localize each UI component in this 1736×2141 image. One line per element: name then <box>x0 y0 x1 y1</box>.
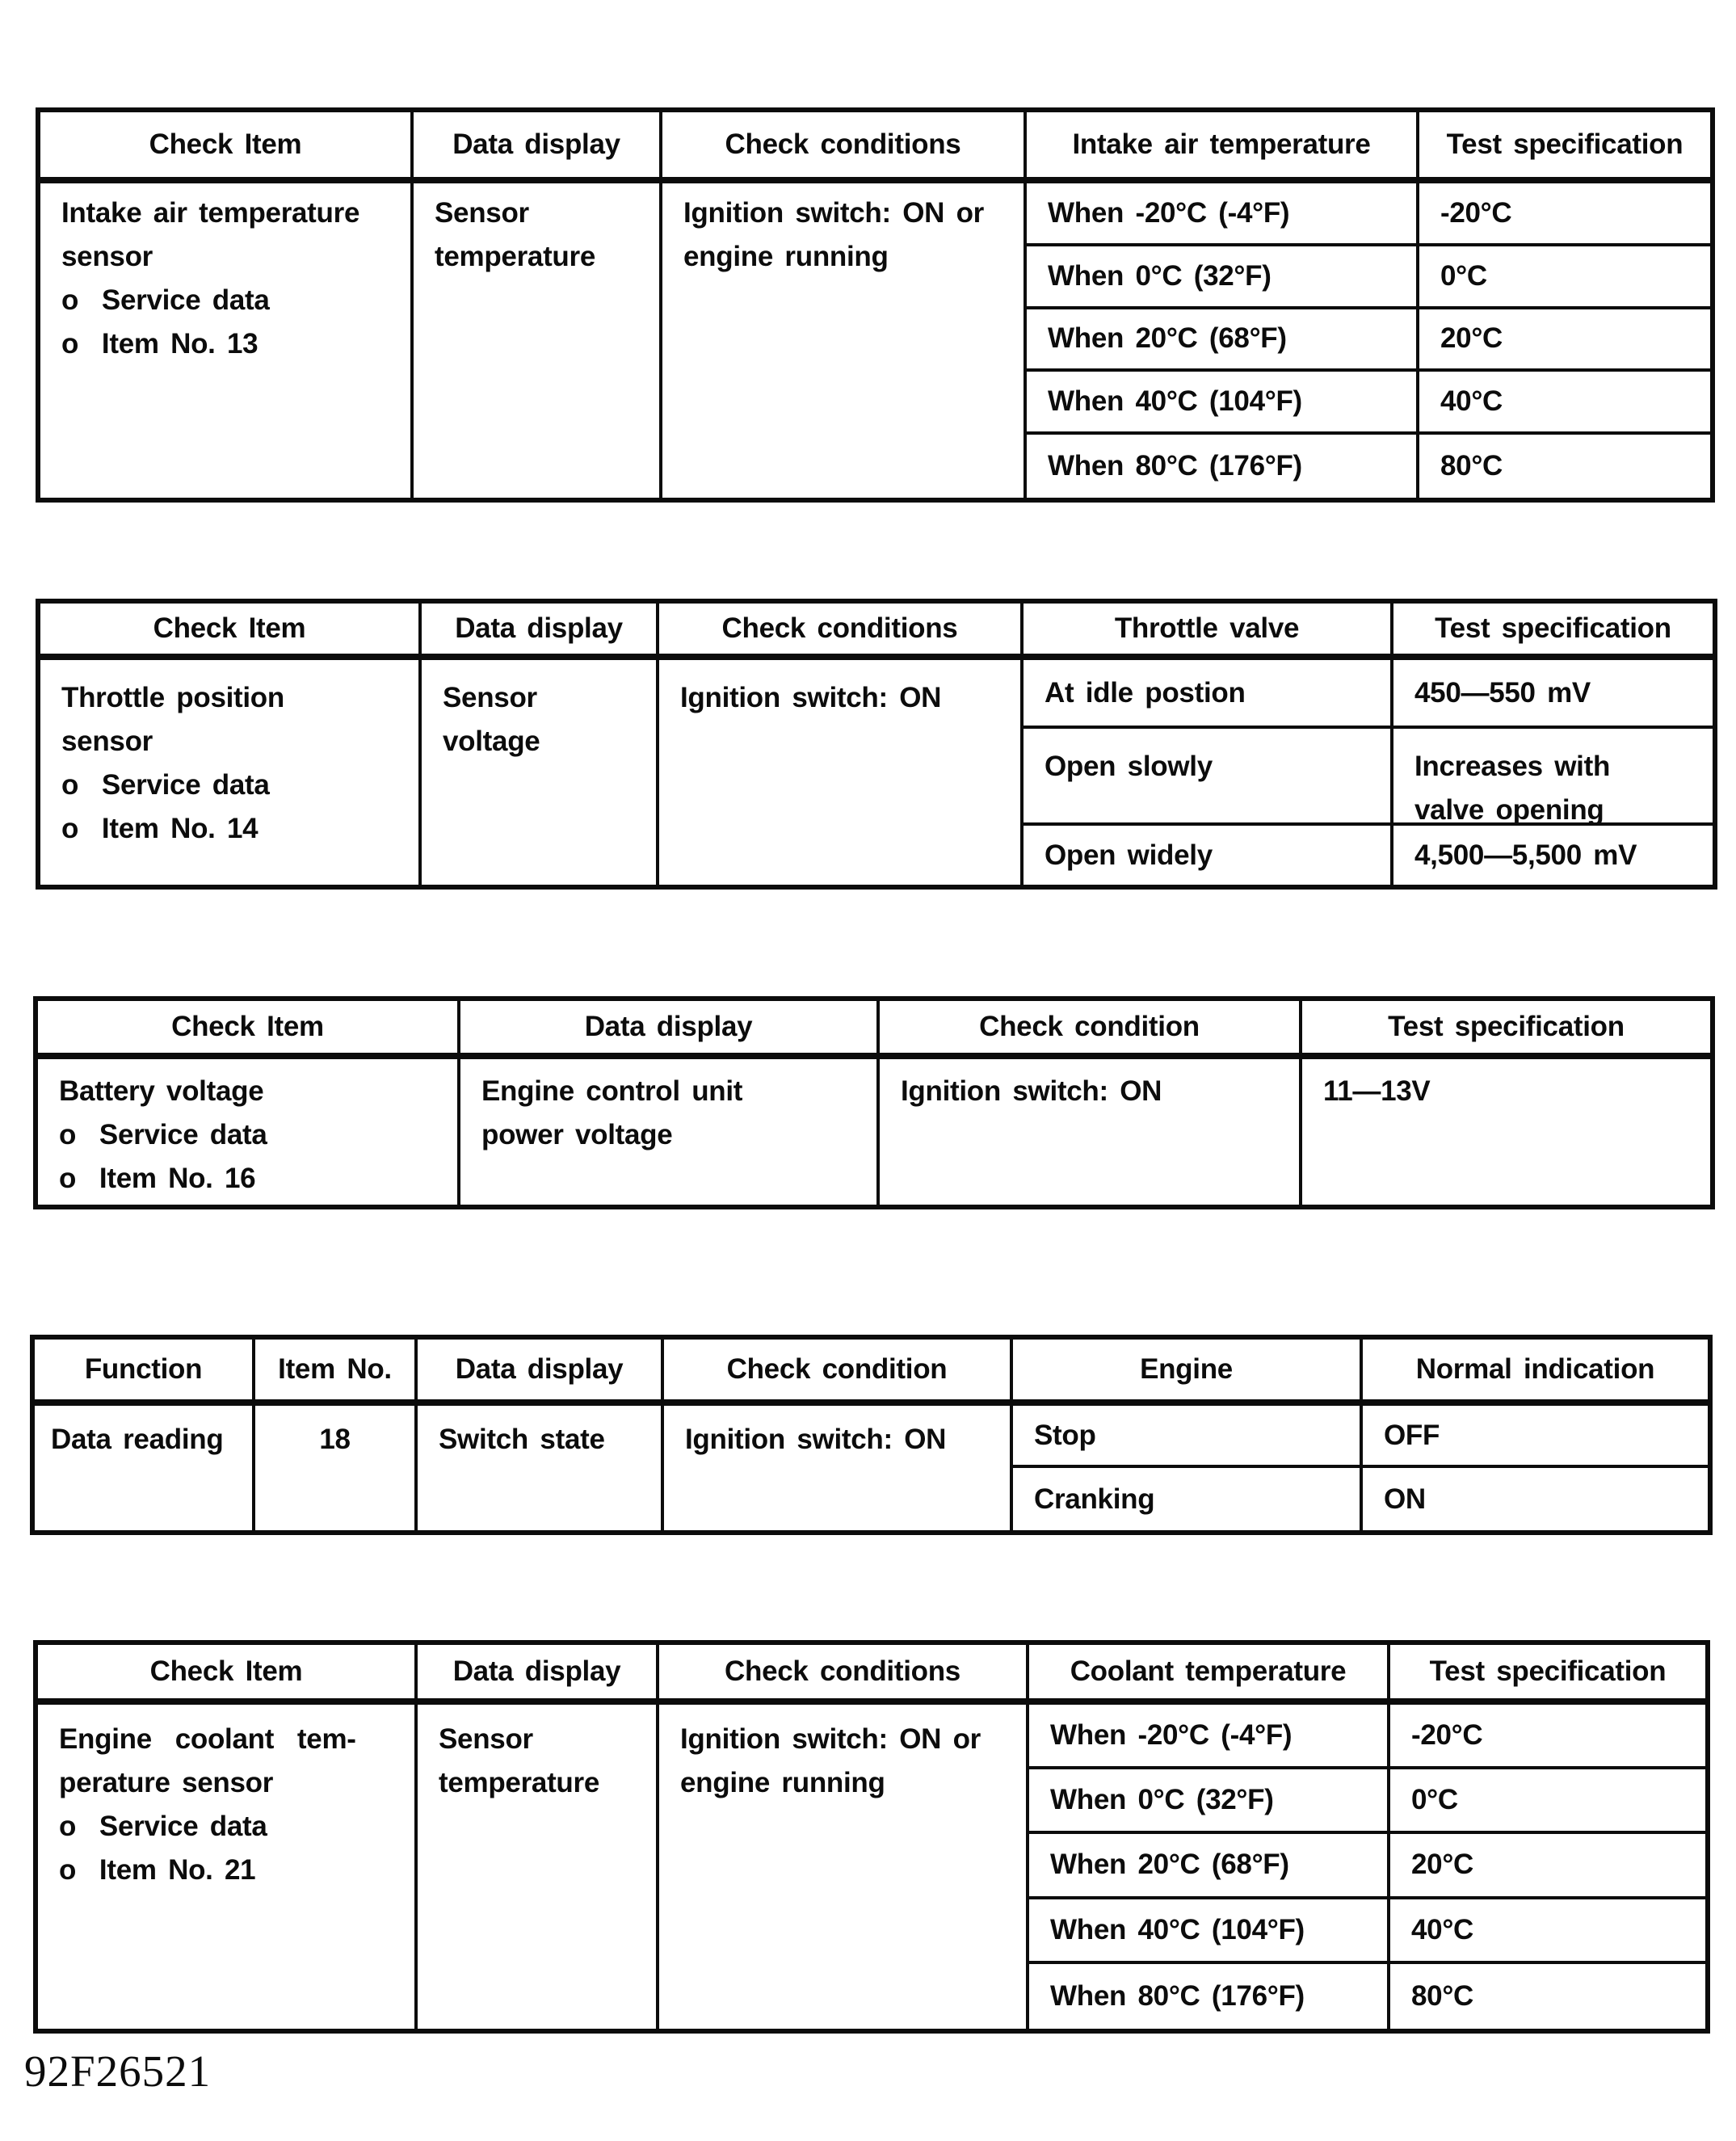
column-header-check-item: Check Item <box>40 112 414 183</box>
condition-cell: When 0°C (32°F) <box>1027 246 1419 309</box>
check-item-cell: Intake air temperature sensor o Service data o Item No. 13 <box>40 183 414 498</box>
column-header-test-specification: Test specification <box>1393 604 1713 660</box>
engine-cell: Cranking <box>1013 1468 1363 1530</box>
spec-cell: 40°C <box>1419 372 1710 435</box>
column-header-data-display: Data display <box>460 1001 880 1059</box>
battery-voltage-table <box>33 996 1715 1209</box>
spec-cell: 20°C <box>1390 1834 1705 1899</box>
condition-cell: Open slowly <box>1024 729 1393 826</box>
data-display-cell: Sensor temperature <box>418 1705 659 2029</box>
column-header-function: Function <box>35 1340 255 1406</box>
spec-cell: Increases with valve opening <box>1393 729 1713 826</box>
spec-cell: 20°C <box>1419 309 1710 372</box>
column-header-normal-indication: Normal indication <box>1363 1340 1708 1406</box>
check-conditions-cell: Ignition switch: ON <box>659 660 1024 885</box>
data-display-cell: Sensor voltage <box>422 660 659 885</box>
spec-cell: 80°C <box>1440 450 1503 482</box>
condition-cell: At idle postion <box>1024 660 1393 729</box>
column-header-throttle-valve: Throttle valve <box>1024 604 1393 660</box>
column-header-check-condition: Check condition <box>664 1340 1013 1406</box>
engine-cell: Stop <box>1013 1406 1363 1468</box>
column-header-check-conditions: Check conditions <box>659 604 1024 660</box>
column-header-test-specification: Test specification <box>1390 1645 1705 1705</box>
condition-cell: When 20°C (68°F) <box>1027 309 1419 372</box>
check-item-cell: Throttle position sensor o Service data o Item No. 14 <box>40 660 422 885</box>
figure-reference-code: 92F26521 <box>24 2046 212 2096</box>
condition-cell: When 20°C (68°F) <box>1029 1834 1390 1899</box>
check-conditions-cell: Ignition switch: ON or engine running <box>662 183 1027 498</box>
condition-cell: When 40°C (104°F) <box>1029 1899 1390 1964</box>
column-header-intake-air-temperature: Intake air temperature <box>1027 112 1419 183</box>
intake-air-temp-sensor-table <box>36 107 1715 503</box>
condition-cell: Open widely <box>1024 826 1393 885</box>
item-no-cell: 18 <box>255 1406 418 1530</box>
check-condition-cell: Ignition switch: ON <box>880 1059 1302 1205</box>
column-header-item-no: Item No. <box>255 1340 418 1406</box>
data-display-cell: Sensor temperature <box>414 183 662 498</box>
spec-cell: -20°C <box>1419 183 1710 246</box>
column-header-check-item: Check Item <box>40 604 422 660</box>
column-header-check-item: Check Item <box>38 1645 418 1705</box>
data-reading-table <box>30 1335 1713 1535</box>
engine-coolant-temp-sensor-table <box>33 1640 1710 2034</box>
data-display-cell: Engine control unit power voltage <box>460 1059 880 1205</box>
column-header-check-conditions: Check conditions <box>662 112 1027 183</box>
condition-cell: When -20°C (-4°F) <box>1029 1705 1390 1769</box>
indication-cell: ON <box>1384 1483 1426 1515</box>
spec-cell: -20°C <box>1390 1705 1705 1769</box>
throttle-position-sensor-table <box>36 599 1717 890</box>
spec-cell: 40°C <box>1390 1899 1705 1964</box>
column-header-check-item: Check Item <box>38 1001 460 1059</box>
spec-cell: 0°C <box>1390 1769 1705 1834</box>
column-header-data-display: Data display <box>422 604 659 660</box>
column-header-check-condition: Check condition <box>880 1001 1302 1059</box>
spec-cell: 4,500—5,500 mV <box>1414 839 1637 871</box>
check-item-cell: Battery voltage o Service data o Item No. 16 <box>38 1059 460 1205</box>
spec-cell: 11—13V <box>1323 1075 1431 1107</box>
check-item-cell: Engine coolant tem- perature sensor o Service data o Item No. 21 <box>38 1705 418 2029</box>
condition-cell: When 80°C (176°F) <box>1027 435 1419 498</box>
check-conditions-cell: Ignition switch: ON or engine running <box>659 1705 1029 2029</box>
condition-cell: When 80°C (176°F) <box>1029 1964 1390 2029</box>
condition-cell: When 0°C (32°F) <box>1029 1769 1390 1834</box>
spec-cell: 80°C <box>1411 1979 1474 2012</box>
column-header-test-specification: Test specification <box>1419 112 1710 183</box>
column-header-data-display: Data display <box>414 112 662 183</box>
function-cell: Data reading <box>35 1406 255 1530</box>
condition-cell: When 40°C (104°F) <box>1027 372 1419 435</box>
column-header-coolant-temperature: Coolant temperature <box>1029 1645 1390 1705</box>
indication-cell: OFF <box>1363 1406 1708 1468</box>
column-header-data-display: Data display <box>418 1645 659 1705</box>
spec-cell: 450—550 mV <box>1393 660 1713 729</box>
spec-cell: 0°C <box>1419 246 1710 309</box>
data-display-cell: Switch state <box>418 1406 664 1530</box>
check-condition-cell: Ignition switch: ON <box>664 1406 1013 1530</box>
column-header-engine: Engine <box>1013 1340 1363 1406</box>
column-header-data-display: Data display <box>418 1340 664 1406</box>
condition-cell: When -20°C (-4°F) <box>1027 183 1419 246</box>
column-header-test-specification: Test specification <box>1302 1001 1710 1059</box>
column-header-check-conditions: Check conditions <box>659 1645 1029 1705</box>
